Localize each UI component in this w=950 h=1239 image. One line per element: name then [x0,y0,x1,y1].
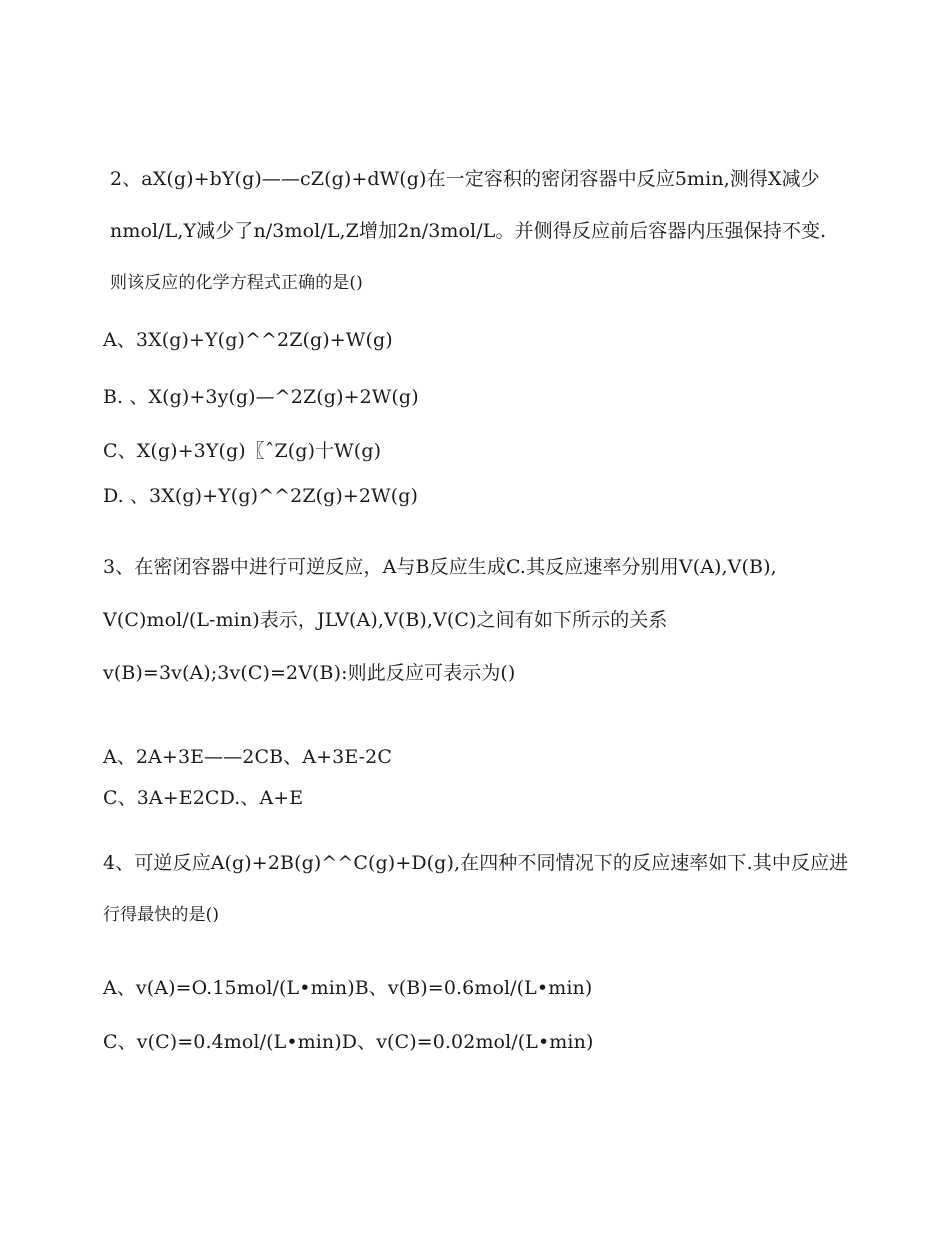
question-4-options-c-d: C、v(C)=0.4mol/(L•min)D、v(C)=0.02mol/(L•min) [103,1031,594,1053]
question-4-stem-line-1: 4、可逆反应A(g)+2B(g)^^C(g)+D(g),在四种不同情况下的反应速率如下.其中反应进 [103,852,849,874]
question-2-option-d: D. 、3X(g)+Y(g)^^2Z(g)+2W(g) [103,485,419,507]
question-3-options-a-b: A、2A+3E——2CB、A+3E-2C [103,746,392,768]
question-2-option-a: A、3X(g)+Y(g)^^2Z(g)+W(g) [103,329,393,351]
question-2-stem-line-2: nmol/L,Y减少了n/3mol/L,Z增加2n/3mol/L。并侧得反应前后容器内压强保持不变. [110,220,827,242]
question-2-option-b: B. 、X(g)+3y(g)—^2Z(g)+2W(g) [103,386,419,408]
question-3-options-c-d: C、3A+E2CD.、A+E [103,787,304,809]
question-4-options-a-b: A、v(A)=O.15mol/(L•min)B、v(B)=0.6mol/(L•min) [103,977,593,999]
question-4-stem-line-2: 行得最快的是() [103,905,220,925]
question-2-stem-line-1: 2、aX(g)+bY(g)——cZ(g)+dW(g)在一定容积的密闭容器中反应5min,测得X减少 [110,168,820,190]
question-3-stem-line-3: v(B)=3v(A);3v(C)=2V(B):则此反应可表示为() [103,662,516,684]
question-2-option-c: C、X(g)+3Y(g)〖ˆZ(g)十W(g) [103,440,382,462]
question-3-stem-line-1: 3、在密闭容器中进行可逆反应，A与B反应生成C.其反应速率分别用V(A),V(B), [103,556,777,578]
question-2-stem-line-3: 则该反应的化学方程式正确的是() [110,273,363,293]
question-3-stem-line-2: V(C)mol/(L-min)表示，JLV(A),V(B),V(C)之间有如下所示的关系 [103,609,668,631]
